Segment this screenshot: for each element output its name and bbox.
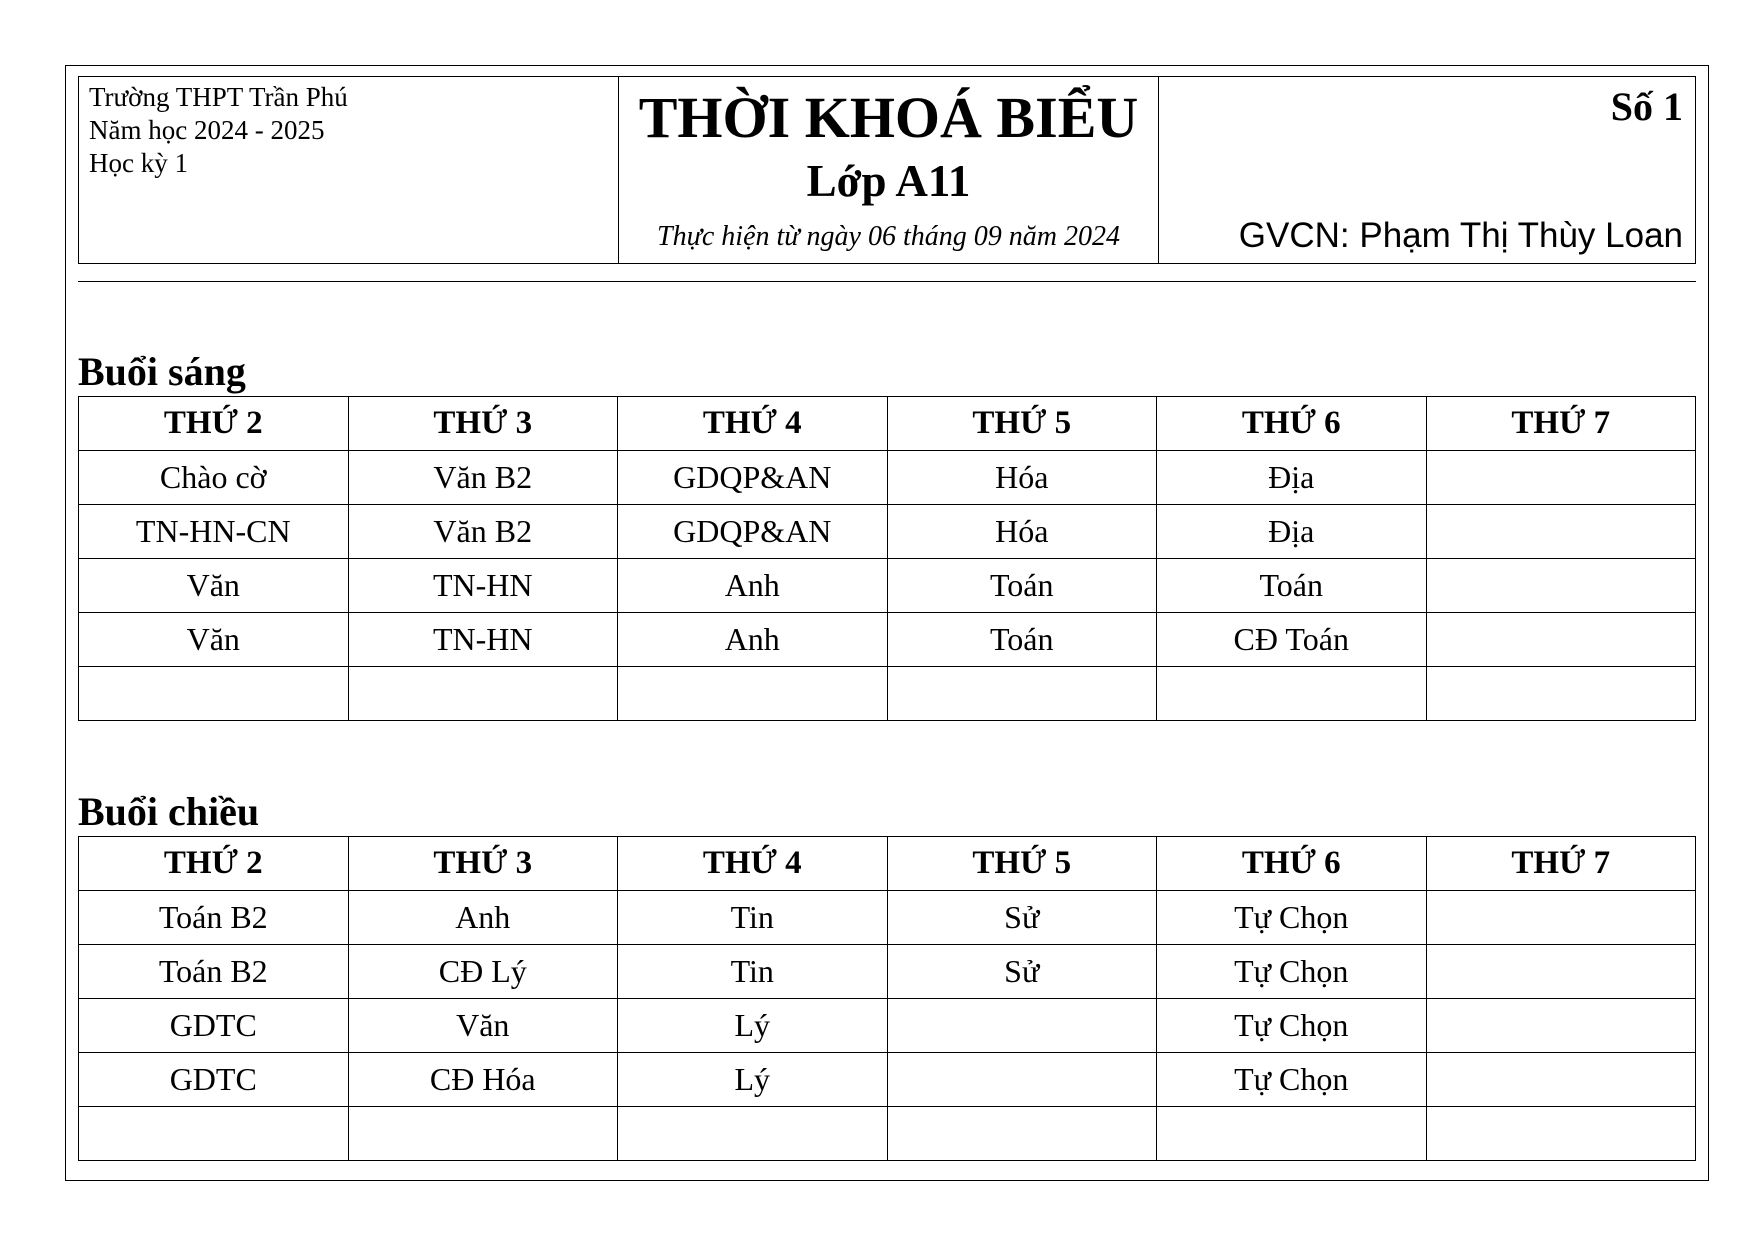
title-block bbox=[619, 77, 1159, 263]
day-header: THỨ 6 bbox=[1157, 397, 1427, 451]
subject-cell bbox=[79, 1107, 349, 1161]
day-header: THỨ 2 bbox=[79, 397, 349, 451]
subject-cell: CĐ Lý bbox=[348, 945, 618, 999]
subject-cell: Lý bbox=[618, 999, 888, 1053]
subject-cell: Hóa bbox=[887, 451, 1157, 505]
subject-cell bbox=[1426, 1053, 1696, 1107]
afternoon-title: Buổi chiều bbox=[78, 789, 260, 834]
subject-cell bbox=[1426, 667, 1696, 721]
day-header: THỨ 5 bbox=[887, 837, 1157, 891]
subject-cell: Văn bbox=[79, 559, 349, 613]
subject-cell bbox=[1426, 999, 1696, 1053]
subject-cell: Sử bbox=[887, 891, 1157, 945]
subject-cell bbox=[887, 1053, 1157, 1107]
school-info bbox=[79, 77, 619, 263]
subject-cell: Anh bbox=[618, 613, 888, 667]
subject-cell: Văn B2 bbox=[348, 451, 618, 505]
subject-cell: CĐ Hóa bbox=[348, 1053, 618, 1107]
subject-cell bbox=[887, 667, 1157, 721]
subject-cell: Lý bbox=[618, 1053, 888, 1107]
subject-cell: CĐ Toán bbox=[1157, 613, 1427, 667]
subject-cell: Tự Chọn bbox=[1157, 999, 1427, 1053]
subject-cell: TN-HN bbox=[348, 559, 618, 613]
table-row bbox=[79, 945, 1696, 999]
day-header: THỨ 4 bbox=[618, 837, 888, 891]
table-row bbox=[79, 505, 1696, 559]
subject-cell bbox=[1426, 1107, 1696, 1161]
class-name: Lớp A11 bbox=[806, 156, 971, 206]
subject-cell: Toán bbox=[887, 613, 1157, 667]
subject-cell: Địa bbox=[1157, 505, 1427, 559]
subject-cell bbox=[1426, 451, 1696, 505]
day-header: THỨ 5 bbox=[887, 397, 1157, 451]
subject-cell: Văn bbox=[348, 999, 618, 1053]
subject-cell bbox=[618, 667, 888, 721]
subject-cell bbox=[1157, 667, 1427, 721]
table-row bbox=[79, 613, 1696, 667]
subject-cell: Toán bbox=[887, 559, 1157, 613]
subject-cell bbox=[1426, 559, 1696, 613]
subject-cell: Văn B2 bbox=[348, 505, 618, 559]
table-row bbox=[79, 1053, 1696, 1107]
school-year: Năm học 2024 - 2025 bbox=[89, 115, 325, 145]
subject-cell: Chào cờ bbox=[79, 451, 349, 505]
header-divider bbox=[78, 281, 1696, 282]
effective-date: Thực hiện từ ngày 06 tháng 09 năm 2024 bbox=[657, 221, 1120, 252]
subject-cell: Địa bbox=[1157, 451, 1427, 505]
subject-cell: Sử bbox=[887, 945, 1157, 999]
subject-cell: GDQP&AN bbox=[618, 451, 888, 505]
subject-cell: TN-HN bbox=[348, 613, 618, 667]
table-row bbox=[79, 1107, 1696, 1161]
afternoon-timetable bbox=[78, 836, 1696, 1161]
subject-cell: Tin bbox=[618, 945, 888, 999]
timetable-header-row bbox=[79, 397, 1696, 451]
subject-cell bbox=[618, 1107, 888, 1161]
subject-cell bbox=[348, 667, 618, 721]
table-row bbox=[79, 667, 1696, 721]
subject-cell: Tự Chọn bbox=[1157, 1053, 1427, 1107]
subject-cell: GDQP&AN bbox=[618, 505, 888, 559]
subject-cell bbox=[887, 1107, 1157, 1161]
subject-cell: Anh bbox=[348, 891, 618, 945]
subject-cell: GDTC bbox=[79, 999, 349, 1053]
subject-cell: Tin bbox=[618, 891, 888, 945]
table-row bbox=[79, 891, 1696, 945]
timetable-header-row bbox=[79, 837, 1696, 891]
morning-title: Buổi sáng bbox=[78, 349, 246, 394]
subject-cell: Anh bbox=[618, 559, 888, 613]
table-row bbox=[79, 999, 1696, 1053]
subject-cell: Toán B2 bbox=[79, 891, 349, 945]
subject-cell bbox=[1426, 505, 1696, 559]
subject-cell bbox=[887, 999, 1157, 1053]
subject-cell bbox=[1157, 1107, 1427, 1161]
subject-cell: GDTC bbox=[79, 1053, 349, 1107]
subject-cell: TN-HN-CN bbox=[79, 505, 349, 559]
morning-timetable bbox=[78, 396, 1696, 721]
day-header: THỨ 3 bbox=[348, 397, 618, 451]
subject-cell bbox=[1426, 945, 1696, 999]
day-header: THỨ 4 bbox=[618, 397, 888, 451]
subject-cell: Toán B2 bbox=[79, 945, 349, 999]
subject-cell bbox=[1426, 891, 1696, 945]
subject-cell: Hóa bbox=[887, 505, 1157, 559]
semester: Học kỳ 1 bbox=[89, 148, 188, 178]
table-row bbox=[79, 451, 1696, 505]
day-header: THỨ 6 bbox=[1157, 837, 1427, 891]
day-header: THỨ 2 bbox=[79, 837, 349, 891]
subject-cell: Tự Chọn bbox=[1157, 891, 1427, 945]
schedule-number: Số 1 bbox=[1610, 84, 1683, 129]
day-header: THỨ 7 bbox=[1426, 397, 1696, 451]
table-row bbox=[79, 559, 1696, 613]
subject-cell: Toán bbox=[1157, 559, 1427, 613]
subject-cell bbox=[348, 1107, 618, 1161]
day-header: THỨ 3 bbox=[348, 837, 618, 891]
subject-cell: Văn bbox=[79, 613, 349, 667]
subject-cell: Tự Chọn bbox=[1157, 945, 1427, 999]
day-header: THỨ 7 bbox=[1426, 837, 1696, 891]
page-title: THỜI KHOÁ BIỂU bbox=[638, 85, 1139, 150]
subject-cell bbox=[79, 667, 349, 721]
homeroom-teacher: GVCN: Phạm Thị Thùy Loan bbox=[1238, 216, 1683, 255]
school-name: Trường THPT Trần Phú bbox=[89, 82, 348, 112]
subject-cell bbox=[1426, 613, 1696, 667]
meta-block bbox=[1159, 77, 1695, 263]
header-box bbox=[78, 76, 1696, 264]
